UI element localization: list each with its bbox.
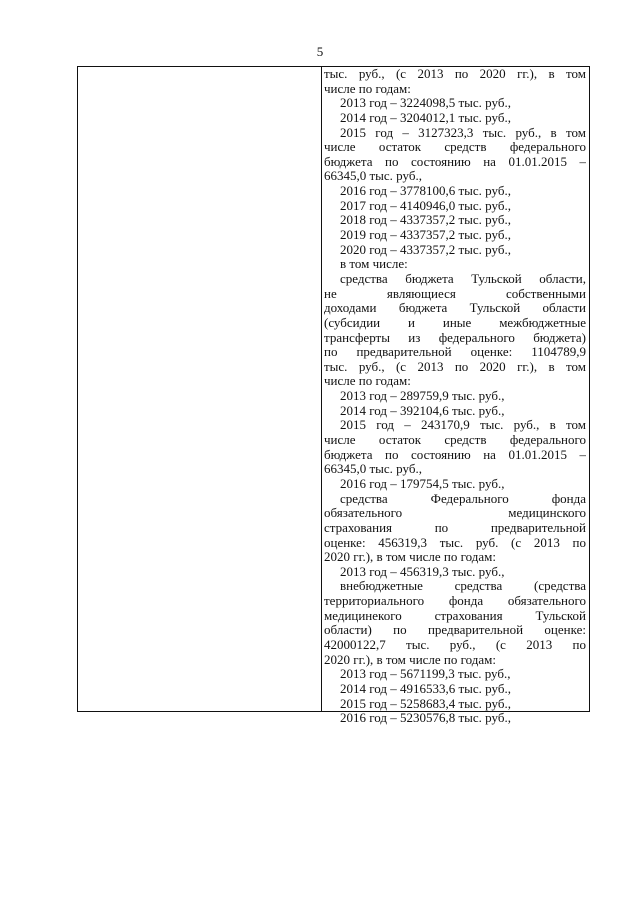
text-line: 2013 год – 456319,3 тыс. руб.,	[340, 564, 505, 579]
text-line: территориального фонда обязательного	[324, 594, 586, 609]
text-line: трансферты из федерального бюджета)	[324, 330, 586, 345]
text-line: 2016 год – 3778100,6 тыс. руб.,	[340, 184, 511, 199]
text-line: средства Федерального фонда	[340, 491, 586, 506]
text-line: бюджета по состоянию на 01.01.2015 –	[324, 154, 586, 169]
table-left-cell	[78, 67, 322, 711]
text-line: 2014 год – 392104,6 тыс. руб.,	[340, 403, 505, 418]
text-line: числе по годам:	[324, 81, 411, 96]
text-line: по предварительной оценке: 1104789,9	[324, 345, 586, 360]
text-line: 2015 год – 5258683,4 тыс. руб.,	[340, 696, 511, 711]
text-line: 2018 год – 4337357,2 тыс. руб.,	[340, 213, 511, 228]
text-line: 2020 гг.), в том числе по годам:	[324, 652, 496, 667]
text-line: 2013 год – 289759,9 тыс. руб.,	[340, 389, 505, 404]
text-line: страхования по предварительной	[324, 520, 586, 535]
text-line: не являющиеся собственными	[324, 286, 586, 301]
text-line: обязательного медицинского	[324, 506, 586, 521]
text-line: 66345,0 тыс. руб.,	[324, 462, 422, 477]
funding-text-cell	[322, 67, 589, 726]
text-line: числе остаток средств федерального	[324, 433, 586, 448]
text-line: 2013 год – 5671199,3 тыс. руб.,	[340, 667, 511, 682]
text-line: оценке: 456319,3 тыс. руб. (с 2013 по	[324, 535, 586, 550]
text-line: 2019 год – 4337357,2 тыс. руб.,	[340, 228, 511, 243]
text-line: бюджета по состоянию на 01.01.2015 –	[324, 447, 586, 462]
text-line: 2013 год – 3224098,5 тыс. руб.,	[340, 96, 511, 111]
text-line: области) по предварительной оценке:	[324, 623, 586, 638]
text-line: (субсидии и иные межбюджетные	[324, 315, 586, 330]
text-line: 66345,0 тыс. руб.,	[324, 169, 422, 184]
text-line: средства бюджета Тульской области,	[340, 271, 586, 286]
text-line: тыс. руб., (с 2013 по 2020 гг.), в том	[324, 67, 586, 81]
page-number: 5	[316, 44, 324, 59]
document-table	[77, 66, 590, 726]
text-line: 2017 год – 4140946,0 тыс. руб.,	[340, 198, 511, 213]
text-line: доходами бюджета Тульской области	[324, 301, 586, 316]
text-line: в том числе:	[340, 257, 408, 272]
text-line: медицинекого страхования Тульской	[324, 608, 586, 623]
text-line: 2015 год – 243170,9 тыс. руб., в том	[340, 418, 586, 433]
text-line: 2014 год – 4916533,6 тыс. руб.,	[340, 681, 511, 696]
text-line: 2016 год – 5230576,8 тыс. руб.,	[340, 711, 511, 726]
text-line: числе остаток средств федерального	[324, 140, 586, 155]
text-line: внебюджетные средства (средства	[340, 579, 586, 594]
text-line: тыс. руб., (с 2013 по 2020 гг.), в том	[324, 359, 586, 374]
text-line: 2016 год – 179754,5 тыс. руб.,	[340, 476, 505, 491]
text-line: 2020 год – 4337357,2 тыс. руб.,	[340, 242, 511, 257]
text-line: 42000122,7 тыс. руб., (с 2013 по	[324, 637, 586, 652]
text-line: 2020 гг.), в том числе по годам:	[324, 550, 496, 565]
text-line: 2015 год – 3127323,3 тыс. руб., в том	[340, 125, 586, 140]
text-line: 2014 год – 3204012,1 тыс. руб.,	[340, 110, 511, 125]
text-line: числе по годам:	[324, 374, 411, 389]
